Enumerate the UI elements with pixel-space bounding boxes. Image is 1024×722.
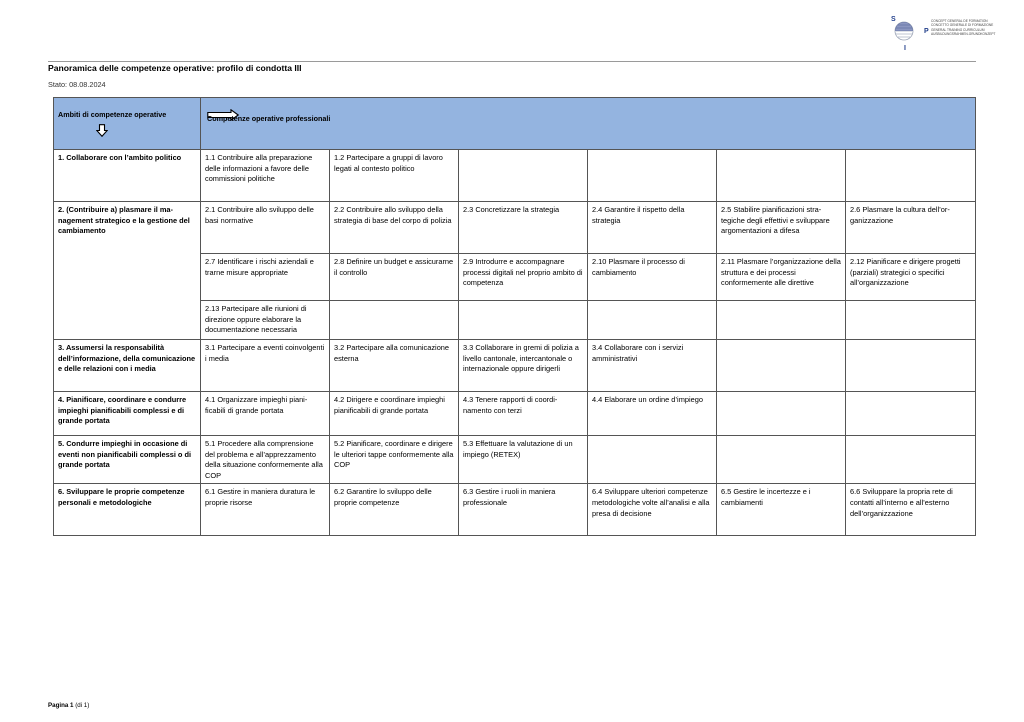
logo-line: AUSBILDUNGSRAHMEN-GRUNDKONZEPT <box>931 32 996 37</box>
competence-cell: 2.6 Plasmare la cultura dell’organizzazione <box>846 202 976 254</box>
competence-cell: 6.2 Garantire lo sviluppo delle proprie competenze <box>330 484 459 536</box>
competence-cell: 6.5 Gestire le incertezze e i cambiamenti <box>717 484 846 536</box>
competence-cell: 2.3 Concretizzare la strategia <box>459 202 588 254</box>
table-row <box>54 202 976 254</box>
empty-cell <box>459 301 588 340</box>
empty-cell <box>846 340 976 392</box>
competence-cell: 3.1 Partecipare a eventi coinvolgenti i media <box>201 340 330 392</box>
empty-cell <box>588 301 717 340</box>
competence-cell: 3.4 Collaborare con i servizi amministrativi <box>588 340 717 392</box>
competence-cell: 6.1 Gestire in maniera duratura le proprie risorse <box>201 484 330 536</box>
empty-cell <box>717 301 846 340</box>
competence-cell: 2.5 Stabilire pianificazioni strategiche degli effettivi e sviluppare argomentazioni a difesa <box>717 202 846 254</box>
empty-cell <box>330 301 459 340</box>
logo-letter-s: S <box>891 16 896 23</box>
empty-cell <box>588 436 717 484</box>
competence-area-cell: 1. Collaborare con l’ambito politico <box>54 150 201 202</box>
table-header-row <box>54 98 976 150</box>
competence-area-cell: 2. (Contribuire a) plasmare il management strategico e la gestione del cambiamento <box>54 202 201 340</box>
competence-cell: 6.6 Sviluppare la propria rete di contatti all’interno e all’esterno dell’organizzazione <box>846 484 976 536</box>
logo-line: CONCETTO GENERALE DI FORMAZIONE <box>931 23 994 28</box>
logo-letter-i: I <box>904 45 906 52</box>
page-footer <box>48 702 89 709</box>
competence-cell: 4.3 Tenere rapporti di coordinamento con terzi <box>459 392 588 436</box>
logo-line: GENERAL TRAINING CURRICULUM <box>931 27 985 32</box>
competence-cell: 2.11 Plasmare l’organizzazione della struttura e dei processi conformemente alle direttive <box>717 254 846 301</box>
empty-cell <box>717 392 846 436</box>
page-total: (di 1) <box>75 702 90 709</box>
empty-cell <box>459 150 588 202</box>
competence-cell: 5.1 Procedere alla comprensione del problema e all’apprezzamento della situazione conformemente alla COP <box>201 436 330 484</box>
empty-cell <box>717 436 846 484</box>
logo-text <box>931 19 995 37</box>
competence-cell: 2.1 Contribuire allo sviluppo delle basi normative <box>201 202 330 254</box>
empty-cell <box>846 301 976 340</box>
table-row <box>54 392 976 436</box>
logo-letter-p: P <box>924 28 929 35</box>
table-row <box>54 340 976 392</box>
empty-cell <box>717 150 846 202</box>
empty-cell <box>846 392 976 436</box>
competence-cell: 3.2 Partecipare alla comunicazione esterna <box>330 340 459 392</box>
empty-cell <box>846 436 976 484</box>
competence-cell: 2.12 Pianificare e dirigere progetti (parziali) strategici o specifici all’organizzazione <box>846 254 976 301</box>
empty-cell <box>846 150 976 202</box>
competence-cell: 2.8 Definire un budget e assicurarne il controllo <box>330 254 459 301</box>
header-competences-cell <box>201 98 976 150</box>
competence-cell: 4.4 Elaborare un ordine d’impiego <box>588 392 717 436</box>
document-status: Stato: 08.08.2024 <box>48 80 106 89</box>
competences-heading: Competenze operative professionali <box>207 114 331 123</box>
competence-area-cell: 3. Assumersi la responsabilità dell’informazione, della comunicazione e delle relazioni con i media <box>54 340 201 392</box>
competence-cell: 5.2 Pianificare, coordinare e dirigere le ulteriori tappe conformemente alla COP <box>330 436 459 484</box>
areas-heading: Ambiti di competenze operative <box>58 110 167 119</box>
competence-cell: 1.2 Partecipare a gruppi di lavoro legati al contesto politico <box>330 150 459 202</box>
page-number: Pagina 1 <box>48 702 74 709</box>
competence-area-cell: 6. Sviluppare le proprie competenze personali e metodologiche <box>54 484 201 536</box>
competence-cell: 4.2 Dirigere e coordinare impieghi pianificabili di grande portata <box>330 392 459 436</box>
header-areas-cell <box>54 98 201 150</box>
competence-cell: 5.3 Effettuare la valutazione di un impiego (RETEX) <box>459 436 588 484</box>
header-divider <box>48 61 976 62</box>
competence-cell: 1.1 Contribuire alla preparazione delle informazioni a favore delle commissioni politiche <box>201 150 330 202</box>
table-row <box>54 436 976 484</box>
competence-table <box>53 97 976 536</box>
competence-cell: 2.4 Garantire il rispetto della strategia <box>588 202 717 254</box>
competence-cell: 3.3 Collaborare in gremi di polizia a livello cantonale, intercantonale o internazionale oppure dirigerli <box>459 340 588 392</box>
empty-cell <box>717 340 846 392</box>
competence-cell: 2.7 Identificare i rischi aziendali e trarne misure appropriate <box>201 254 330 301</box>
competence-cell: 6.4 Sviluppare ulteriori competenze metodologiche volte all’analisi e alla presa di decisione <box>588 484 717 536</box>
logo-line: CONCEPT GENERAL DE FORMATION <box>931 19 988 23</box>
arrow-down-icon <box>96 124 108 137</box>
competence-area-cell: 4. Pianificare, coordinare e condurre impieghi pianificabili complessi e di grande portata <box>54 392 201 436</box>
competence-cell: 4.1 Organizzare impieghi pianificabili di grande portata <box>201 392 330 436</box>
competence-cell: 2.2 Contribuire allo sviluppo della strategia di base del corpo di polizia <box>330 202 459 254</box>
table-row <box>54 484 976 536</box>
competence-area-cell: 5. Condurre impieghi in occasione di eventi non pianificabili complessi o di grande portata <box>54 436 201 484</box>
empty-cell <box>588 150 717 202</box>
competence-cell: 2.9 Introdurre e accompagnare processi digitali nel proprio ambito di competenza <box>459 254 588 301</box>
table-row <box>54 150 976 202</box>
competence-cell: 2.10 Plasmare il processo di cambiamento <box>588 254 717 301</box>
competence-cell: 6.3 Gestire i ruoli in maniera professionale <box>459 484 588 536</box>
competence-cell: 2.13 Partecipare alle riunioni di direzione oppure elaborare la documentazione necessaria <box>201 301 330 340</box>
page-title: Panoramica delle competenze operative: profilo di condotta III <box>48 63 302 73</box>
